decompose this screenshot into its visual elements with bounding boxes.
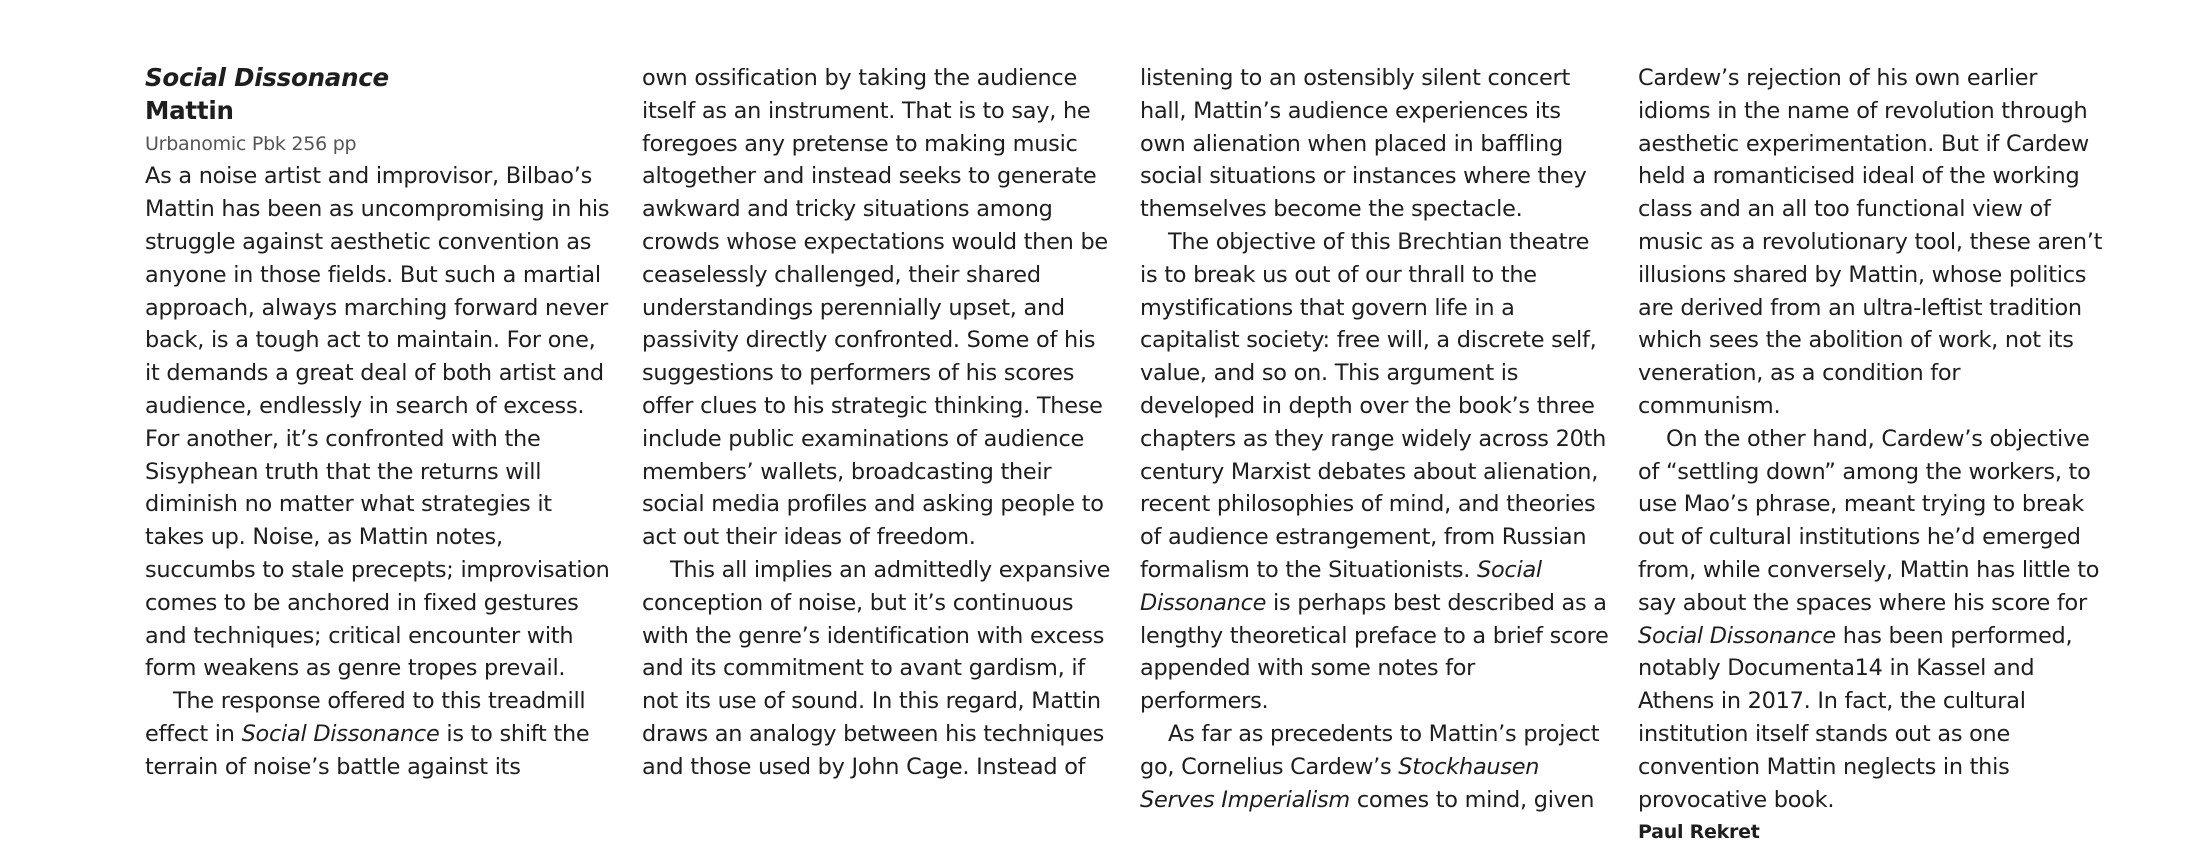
column-3 (1140, 62, 1610, 816)
column-2 (642, 62, 1112, 784)
paragraph: On the other hand, Cardew’s objective of “settling down” among the workers, to use Mao’s phrase, meant trying to break out of cultural institutions he’d emerged from, while conversely, Mattin has little to say about the spaces where his score for Social Dissonance has been performed, notably Documenta14 in Kassel and Athens in 2017. In fact, the cultural institution itself stands out as one convention Mattin neglects in this provocative book. (1638, 425, 2100, 813)
paragraph: listening to an ostensibly silent concert hall, Mattin’s audience experiences its own alienation when placed in baffling social situations or instances where they themselves become the spectacle. (1140, 65, 1587, 223)
paragraph: own ossification by taking the audience itself as an instrument. That is to say, he foregoes any pretense to making music altogether and instead seeks to generate awkward and tricky situations among crowds whose expectations would then be ceaselessly challenged, their shared understandings perennially upset, and passivity directly confronted. Some of his suggestions to performers of his scores offer clues to his strategic thinking. These include public examinations of audience members’ wallets, broadcasting their social media profiles and asking people to act out their ideas of freedom. (642, 65, 1108, 551)
paragraph: As a noise artist and improvisor, Bilbao’s Mattin has been as uncompromising in his struggle against aesthetic convention as anyone in those fields. But such a martial approach, always marching forward never back, is a tough act to maintain. For one, it demands a great deal of both artist and audience, endlessly in search of excess. For another, it’s confronted with the Sisyphean truth that the returns will diminish no matter what strategies it takes up. Noise, as Mattin notes, succumbs to stale precepts; improvisation comes to be anchored in fixed gestures and techniques; critical encounter with form weakens as genre tropes prevail. (145, 163, 610, 682)
publication-info: Urbanomic Pbk 256 pp (145, 132, 357, 155)
paragraph: The objective of this Brechtian theatre is to break us out of our thrall to the mystifications that govern life in a capitalist society: free will, a discrete self, value, and so on. This argument is developed in depth over the book’s three chapters as they range widely across 20th century Marxist debates about alienation, recent philosophies of mind, and theories of audience estrangement, from Russian formalism to the Situationists. Social Dissonance is perhaps best described as a lengthy theoretical preface to a brief score appended with some notes for performers. (1140, 228, 1609, 715)
paragraph: The response offered to this treadmill effect in Social Dissonance is to shift the terrain of noise’s battle against its (145, 688, 590, 780)
column-4 (1638, 62, 2108, 849)
paragraph: Cardew’s rejection of his own earlier idioms in the name of revolution through aesthetic experimentation. But if Cardew held a romanticised ideal of the working class and an all too functional view of music as a revolutionary tool, these aren’t illusions shared by Mattin, whose politics are derived from an ultra-leftist tradition which sees the abolition of work, not its veneration, as a condition for communism. (1638, 65, 2103, 419)
paragraph: This all implies an admittedly expansive conception of noise, but it’s continuous with the genre’s identification with excess and its commitment to avant gardism, if not its use of sound. In this regard, Mattin draws an analogy between his techniques and those used by John Cage. Instead of (642, 556, 1111, 780)
paragraph: As far as precedents to Mattin’s project go, Cornelius Cardew’s Stockhausen Serves Imperialism comes to mind, given (1140, 720, 1600, 813)
reviewer-byline: Paul Rekret (1638, 821, 1760, 844)
column-1 (145, 62, 615, 784)
book-author: Mattin (145, 95, 234, 125)
book-title: Social Dissonance (145, 63, 389, 92)
